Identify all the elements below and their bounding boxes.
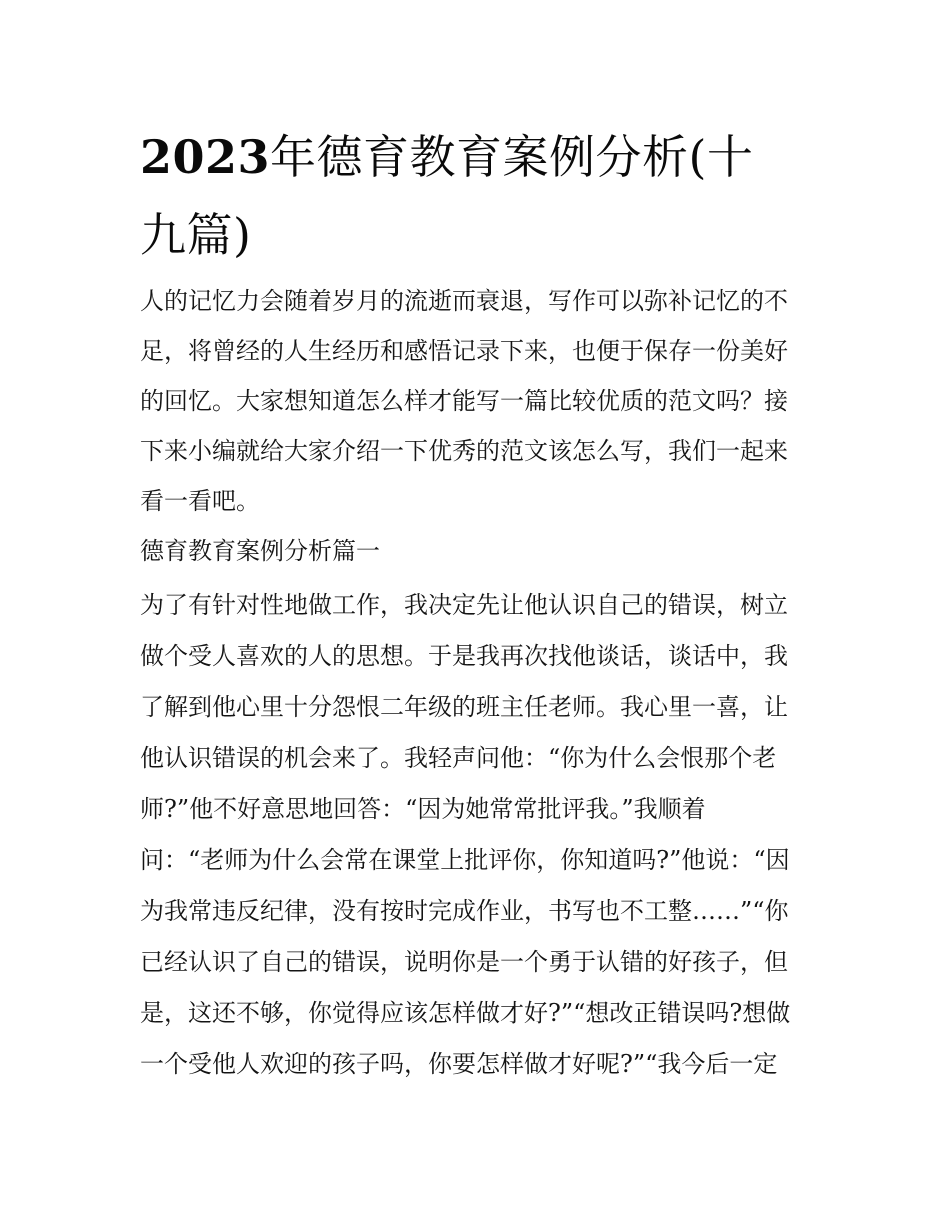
document-title (140, 118, 820, 274)
intro-line-5: 看一看吧。 (140, 487, 260, 515)
body-line-5: 师?”他不好意思地回答：“因为她常常批评我。”我顺着 (140, 795, 706, 823)
body-line-8: 已经认识了自己的错误，说明你是一个勇于认错的好孩子，但 (140, 948, 788, 976)
title-line1-text: 年德育教育案例分析(十 (270, 130, 754, 184)
intro-line-4: 下来小编就给大家介绍一下优秀的范文该怎么写，我们一起来 (140, 437, 788, 465)
body-line-1: 为了有针对性地做工作，我决定先让他认识自己的错误，树立 (140, 591, 788, 619)
intro-line-1: 人的记忆力会随着岁月的流逝而衰退，写作可以弥补记忆的不 (140, 287, 788, 315)
title-line2-text: 九篇) (140, 208, 252, 262)
section-heading: 德育教育案例分析篇一 (140, 537, 380, 565)
body-line-3: 了解到他心里十分怨恨二年级的班主任老师。我心里一喜，让 (140, 693, 788, 721)
body-line-7: 为我常违反纪律，没有按时完成作业，书写也不工整……”“你 (140, 897, 789, 925)
body-line-10: 一个受他人欢迎的孩子吗，你要怎样做才好呢?”“我今后一定 (140, 1050, 778, 1078)
title-year: 2023 (140, 130, 271, 184)
intro-line-3: 的回忆。大家想知道怎么样才能写一篇比较优质的范文吗？接 (140, 387, 788, 415)
body-line-4: 他认识错误的机会来了。我轻声问他：“你为什么会恨那个老 (140, 744, 777, 772)
body-line-2: 做个受人喜欢的人的思想。于是我再次找他谈话，谈话中，我 (140, 642, 788, 670)
intro-line-2: 足，将曾经的人生经历和感悟记录下来，也便于保存一份美好 (140, 337, 788, 365)
body-line-6: 问：“老师为什么会常在课堂上批评你，你知道吗?”他说：“因 (140, 846, 790, 874)
body-line-9: 是，这还不够，你觉得应该怎样做才好?”“想改正错误吗?想做 (140, 999, 791, 1027)
